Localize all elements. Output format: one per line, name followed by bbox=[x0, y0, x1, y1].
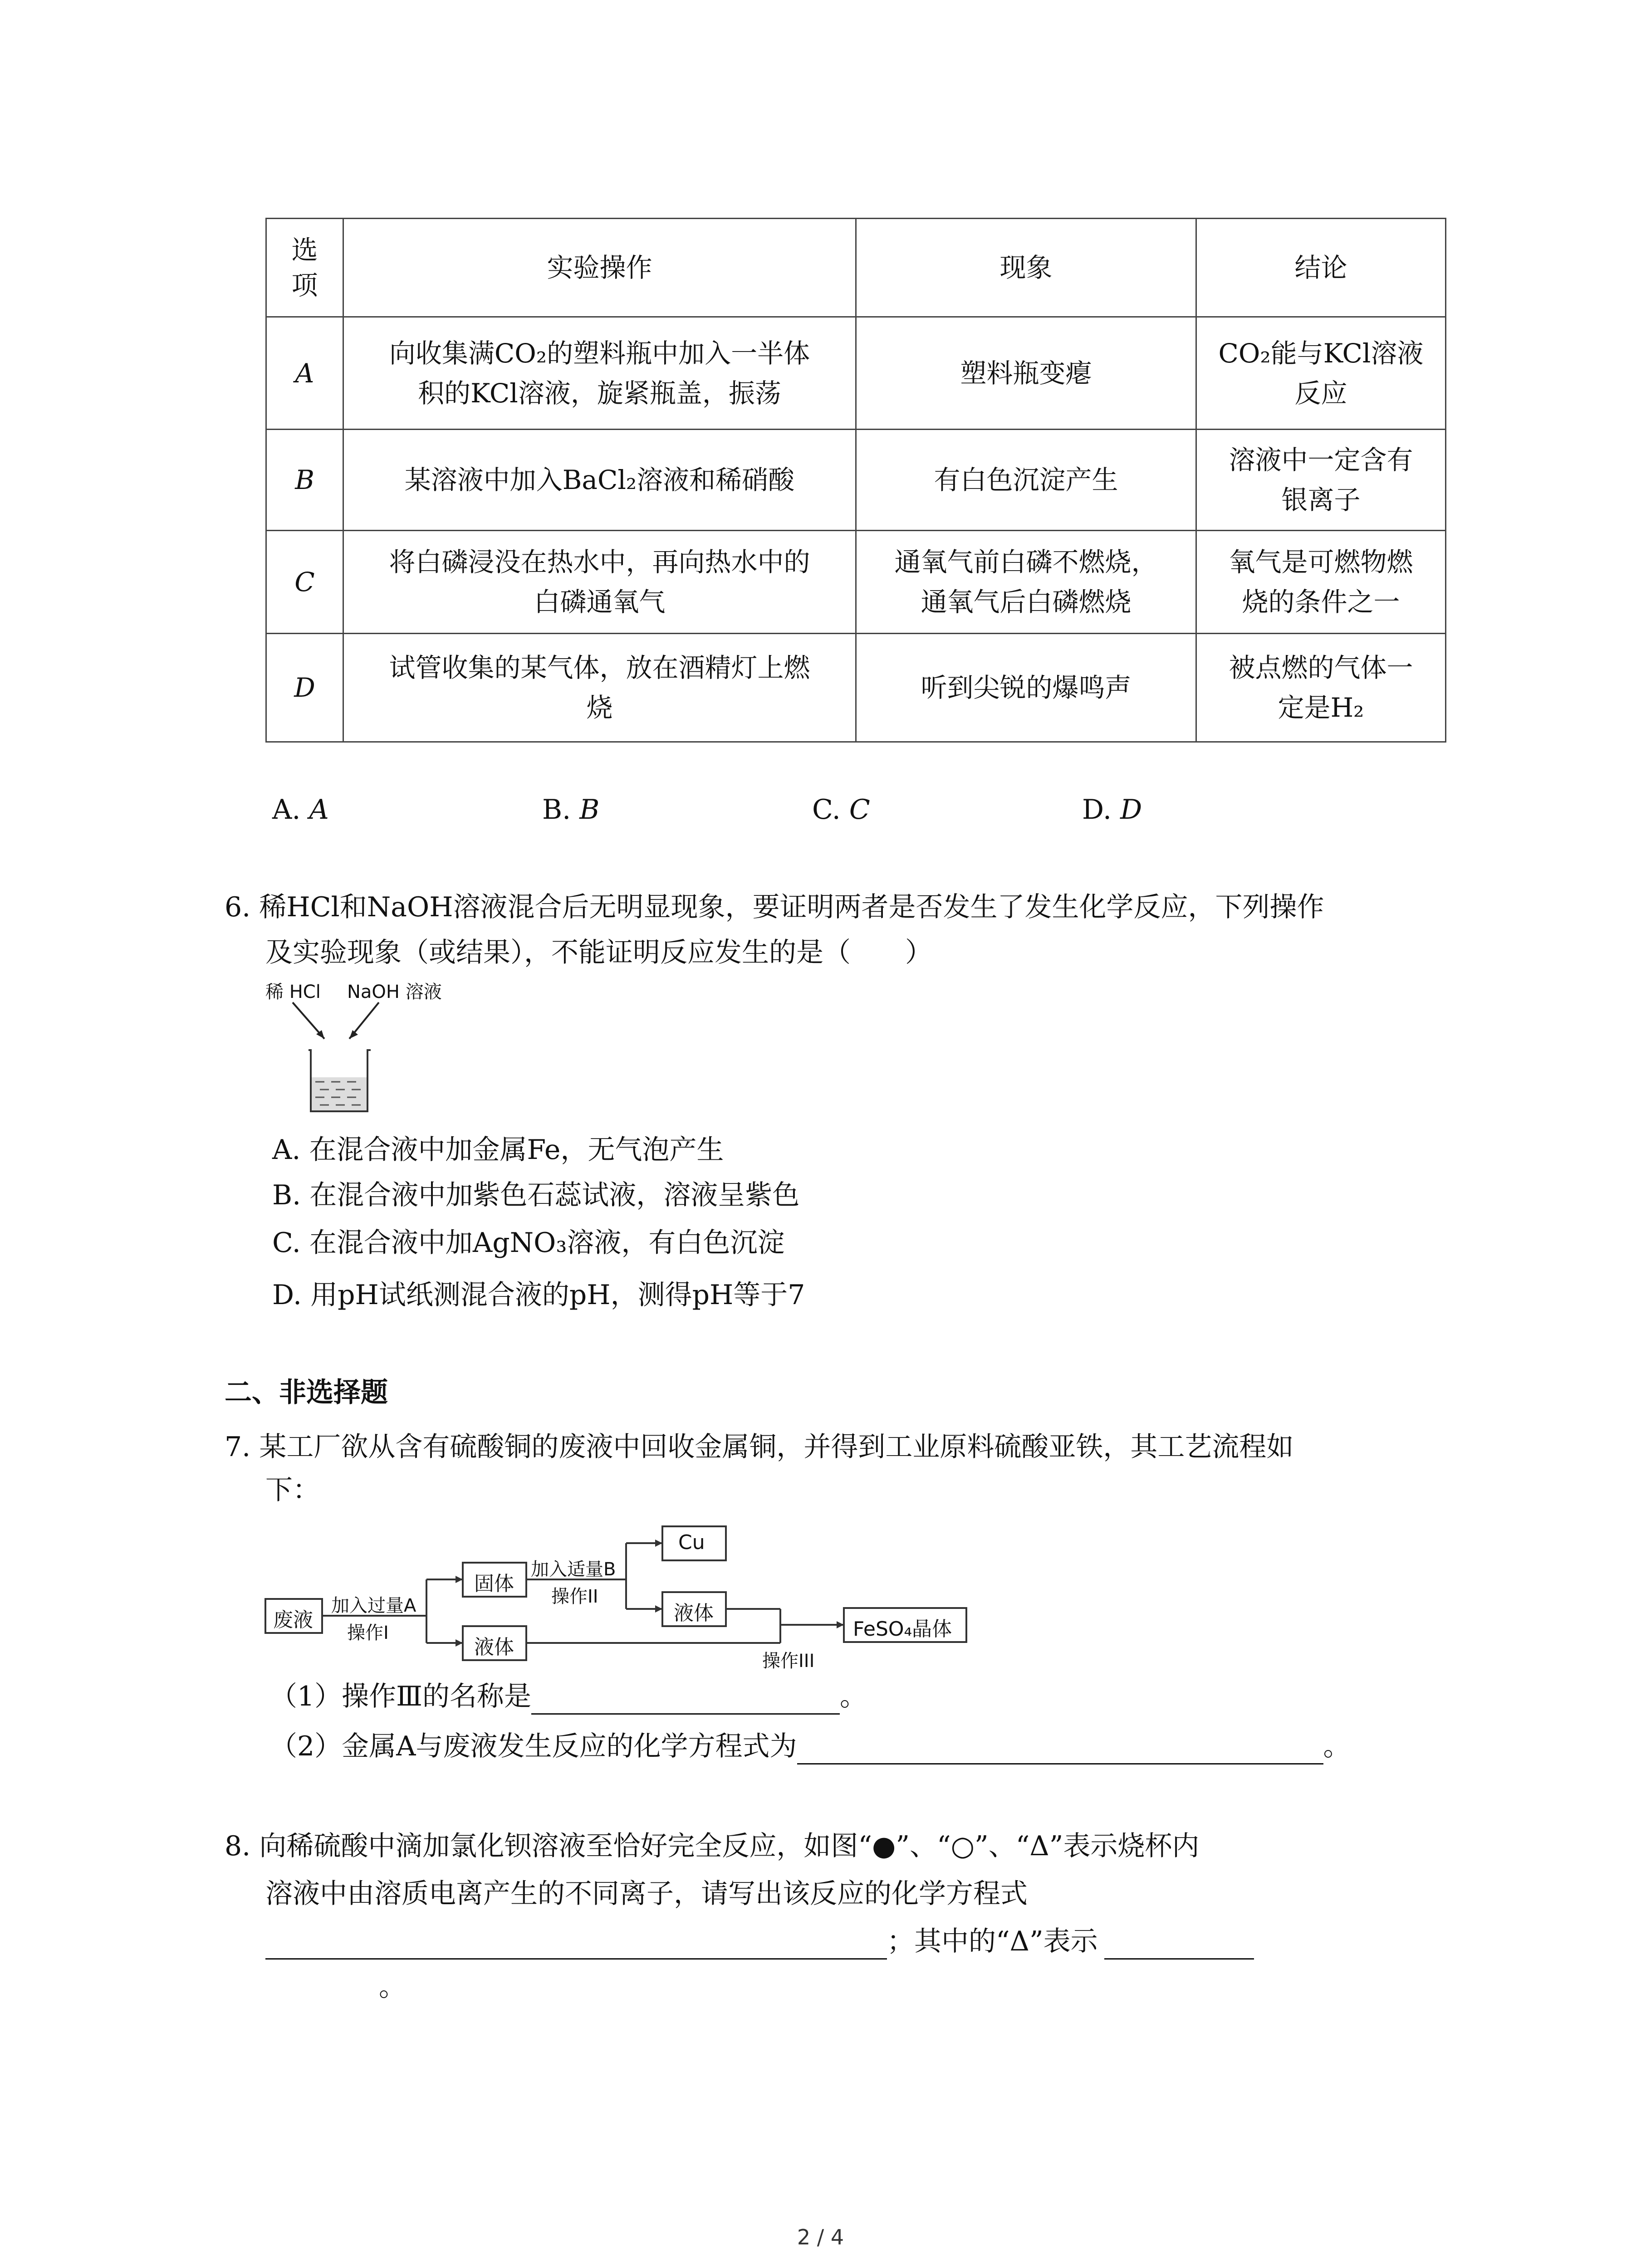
beaker-icon bbox=[265, 1000, 483, 1127]
row-conclusion: 被点燃的气体一 定是H₂ bbox=[1196, 634, 1446, 742]
q8-ion-blank[interactable] bbox=[1104, 1926, 1254, 1960]
beaker-figure bbox=[265, 978, 483, 1127]
row-option: A bbox=[266, 317, 343, 430]
row-option: C bbox=[266, 531, 343, 634]
table-row bbox=[266, 634, 1446, 742]
flow-liquid1: 液体 bbox=[474, 1636, 514, 1659]
q8-line4: 。 bbox=[379, 1971, 406, 2003]
flow-solid: 固体 bbox=[474, 1572, 514, 1595]
table-row bbox=[266, 531, 1446, 634]
q6-option-b[interactable]: B. 在混合液中加紫色石蕊试液，溶液呈紫色 bbox=[272, 1179, 800, 1211]
row-conclusion: 氧气是可燃物燃 烧的条件之一 bbox=[1196, 531, 1446, 634]
q5-option-d[interactable]: D. D bbox=[1082, 794, 1142, 826]
q6-option-c[interactable]: C. 在混合液中加AgNO₃溶液，有白色沉淀 bbox=[272, 1227, 785, 1259]
q8-equation-blank[interactable] bbox=[265, 1926, 887, 1960]
q8-stem-line2: 溶液中由溶质电离产生的不同离子，请写出该反应的化学方程式 bbox=[265, 1878, 1028, 1910]
process-flow-diagram bbox=[263, 1510, 975, 1674]
row-conclusion: CO₂能与KCl溶液 反应 bbox=[1196, 317, 1446, 430]
q6-option-d[interactable]: D. 用pH试纸测混合液的pH，测得pH等于7 bbox=[272, 1279, 805, 1311]
flow-add-a: 加入过量A bbox=[331, 1595, 416, 1616]
experiment-table bbox=[265, 218, 1446, 743]
section-title: 二、非选择题 bbox=[225, 1377, 388, 1408]
q6-stem-line2: 及实验现象（或结果），不能证明反应发生的是（ ） bbox=[265, 937, 932, 968]
header-option: 选项 bbox=[266, 219, 343, 317]
row-phenomenon: 有白色沉淀产生 bbox=[856, 430, 1196, 531]
q8-stem-line1: 8. 向稀硫酸中滴加氯化钡溶液至恰好完全反应，如图“●”、“○”、“Δ”表示烧杯内 bbox=[225, 1830, 1200, 1862]
header-conclusion: 结论 bbox=[1196, 219, 1446, 317]
page-number: 2 / 4 bbox=[797, 2225, 844, 2249]
row-operation: 将白磷浸没在热水中，再向热水中的 白磷通氧气 bbox=[343, 531, 856, 634]
flow-op2: 操作II bbox=[551, 1586, 598, 1607]
flow-liquid2: 液体 bbox=[674, 1602, 714, 1625]
q6-stem-line1: 6. 稀HCl和NaOH溶液混合后无明显现象，要证明两者是否发生了发生化学反应，下列操作 bbox=[225, 891, 1324, 923]
row-conclusion: 溶液中一定含有 银离子 bbox=[1196, 430, 1446, 531]
row-operation: 向收集满CO₂的塑料瓶中加入一半体 积的KCl溶液，旋紧瓶盖，振荡 bbox=[343, 317, 856, 430]
flow-cu: Cu bbox=[678, 1531, 705, 1554]
row-phenomenon: 通氧气前白磷不燃烧， 通氧气后白磷燃烧 bbox=[856, 531, 1196, 634]
row-option: B bbox=[266, 430, 343, 531]
label-hcl: 稀 HCl bbox=[265, 982, 321, 1002]
header-phenomenon: 现象 bbox=[856, 219, 1196, 317]
row-operation: 某溶液中加入BaCl₂溶液和稀硝酸 bbox=[343, 430, 856, 531]
q7-sub1-answer-blank[interactable] bbox=[531, 1681, 840, 1715]
q5-option-a[interactable]: A. A bbox=[272, 794, 329, 826]
q5-option-c[interactable]: C. C bbox=[812, 794, 870, 826]
table-row bbox=[266, 317, 1446, 430]
q7-sub1: （1）操作Ⅲ的名称是 。 bbox=[270, 1678, 867, 1715]
table-header-row bbox=[266, 219, 1446, 317]
header-operation: 实验操作 bbox=[343, 219, 856, 317]
row-phenomenon: 听到尖锐的爆鸣声 bbox=[856, 634, 1196, 742]
q5-option-b[interactable]: B. B bbox=[542, 794, 600, 826]
row-operation: 试管收集的某气体，放在酒精灯上燃 烧 bbox=[343, 634, 856, 742]
flow-add-b: 加入适量B bbox=[531, 1559, 616, 1580]
flow-feso4: FeSO₄晶体 bbox=[853, 1618, 952, 1641]
q8-line3: ；其中的“Δ”表示 bbox=[265, 1923, 1254, 1960]
label-naoh: NaOH 溶液 bbox=[347, 982, 442, 1002]
q7-sub2: （2）金属A与废液发生反应的化学方程式为 。 bbox=[270, 1728, 1351, 1765]
q7-stem-line2: 下： bbox=[265, 1474, 320, 1506]
q6-option-a[interactable]: A. 在混合液中加金属Fe，无气泡产生 bbox=[272, 1134, 724, 1166]
table-row bbox=[266, 430, 1446, 531]
flow-op3: 操作III bbox=[762, 1651, 815, 1672]
flow-op1: 操作I bbox=[347, 1623, 389, 1643]
q7-sub2-answer-blank[interactable] bbox=[797, 1731, 1323, 1765]
q7-stem-line1: 7. 某工厂欲从含有硫酸铜的废液中回收金属铜，并得到工业原料硫酸亚铁，其工艺流程如 bbox=[225, 1431, 1294, 1463]
row-option: D bbox=[266, 634, 343, 742]
flow-waste: 废液 bbox=[273, 1608, 313, 1632]
row-phenomenon: 塑料瓶变瘪 bbox=[856, 317, 1196, 430]
